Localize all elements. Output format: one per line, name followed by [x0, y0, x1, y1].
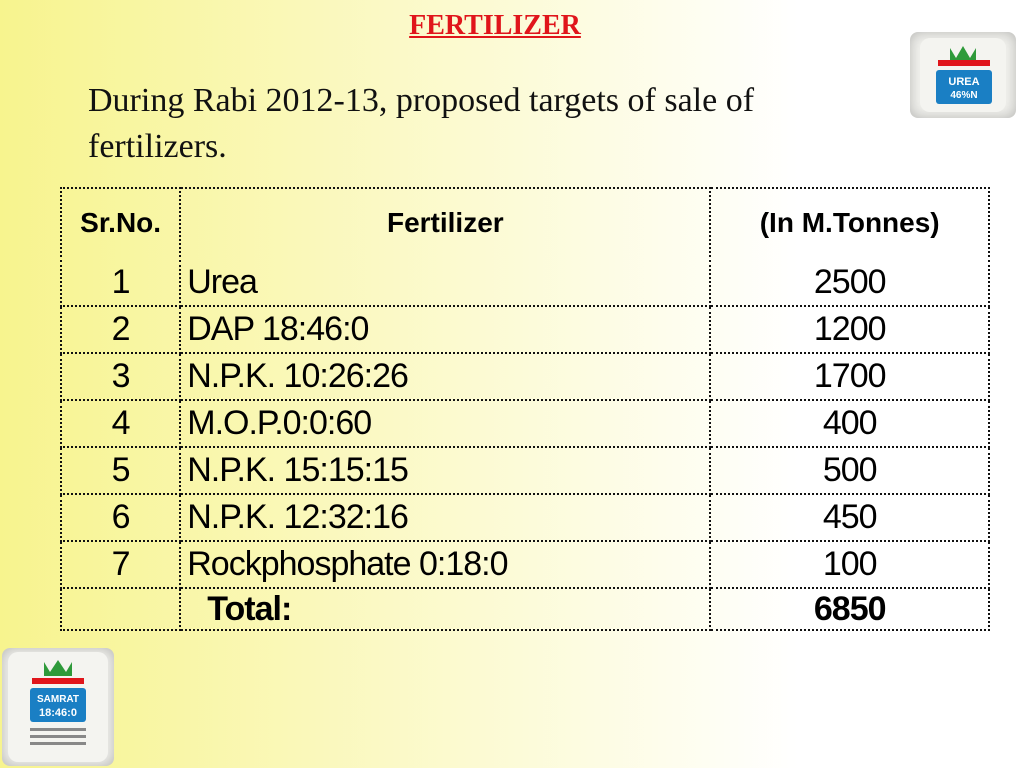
intro-text: During Rabi 2012-13, proposed targets of sale of fertilizers. [88, 82, 755, 165]
row-value: 2500 [710, 259, 989, 307]
table-row [61, 353, 989, 400]
fertilizer-bag-samrat-icon [2, 648, 114, 766]
row-value: 1700 [710, 353, 989, 400]
svg-text:UREA: UREA [948, 76, 980, 88]
svg-text:18:46:0: 18:46:0 [39, 707, 77, 719]
header-sr-no: Sr.No. [61, 188, 180, 259]
row-sr: 1 [61, 259, 180, 307]
row-sr: 6 [61, 494, 180, 541]
total-value: 6850 [710, 588, 989, 630]
table-total-row [61, 588, 989, 630]
row-sr: 2 [61, 306, 180, 353]
row-value: 500 [710, 447, 989, 494]
fertilizer-targets-table [60, 187, 990, 631]
row-sr: 4 [61, 400, 180, 447]
table-row [61, 541, 989, 588]
header-fertilizer: Fertilizer [180, 188, 710, 259]
row-value: 400 [710, 400, 989, 447]
row-value: 100 [710, 541, 989, 588]
table-row [61, 494, 989, 541]
table-row [61, 447, 989, 494]
table-row [61, 259, 989, 307]
row-fertilizer: N.P.K. 15:15:15 [180, 447, 710, 494]
row-fertilizer: Urea [180, 259, 710, 307]
header-unit: (In M.Tonnes) [710, 188, 989, 259]
row-sr: 5 [61, 447, 180, 494]
svg-text:SAMRAT: SAMRAT [36, 694, 80, 705]
table-row [61, 400, 989, 447]
fertilizer-bag-urea-icon [910, 32, 1016, 118]
row-fertilizer: N.P.K. 10:26:26 [180, 353, 710, 400]
row-fertilizer: M.O.P.0:0:60 [180, 400, 710, 447]
total-label: Total: [180, 588, 710, 630]
svg-text:46%N: 46%N [950, 90, 978, 101]
slide-title: FERTILIZER [409, 10, 581, 41]
row-fertilizer: N.P.K. 12:32:16 [180, 494, 710, 541]
row-value: 450 [710, 494, 989, 541]
row-sr: 7 [61, 541, 180, 588]
total-sr-empty [61, 588, 180, 630]
table-header-row [61, 188, 989, 259]
row-fertilizer: Rockphosphate 0:18:0 [180, 541, 710, 588]
row-value: 1200 [710, 306, 989, 353]
row-sr: 3 [61, 353, 180, 400]
table-row [61, 306, 989, 353]
row-fertilizer: DAP 18:46:0 [180, 306, 710, 353]
